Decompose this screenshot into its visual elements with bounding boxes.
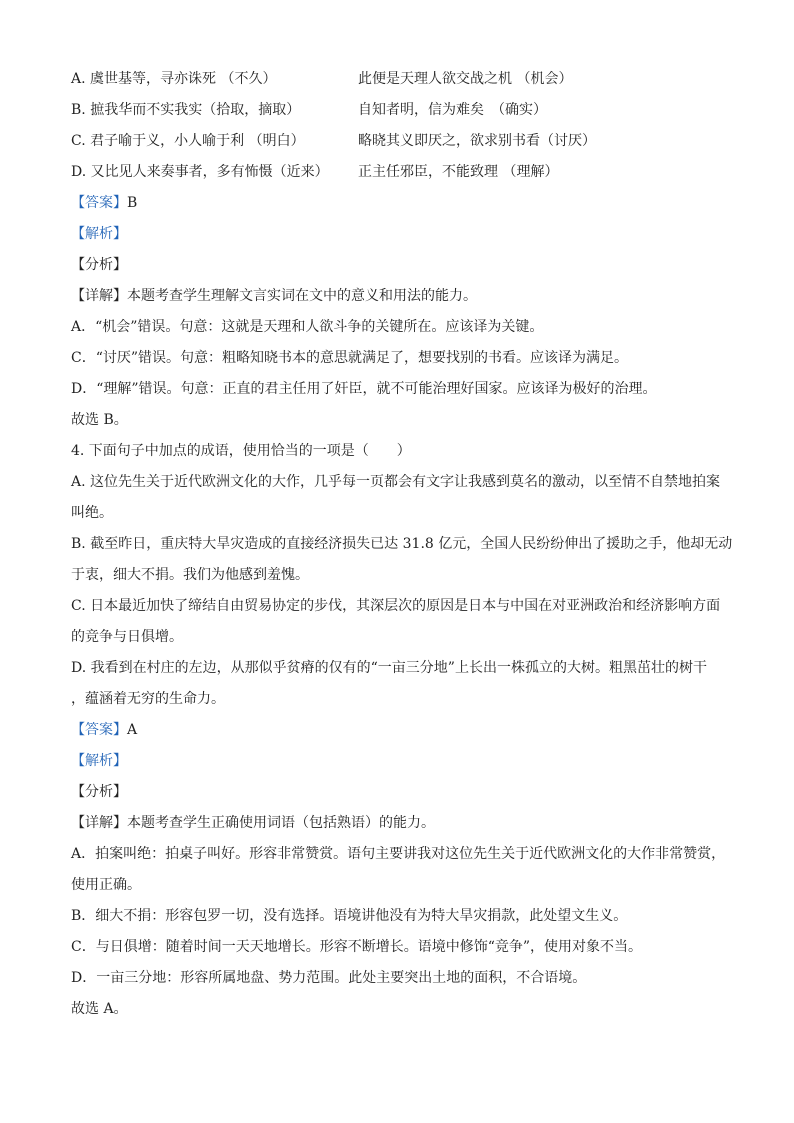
q4-answer [71,715,794,746]
q3-option-b-right: 自知者明，信为难矣 （确实） [358,102,547,118]
q4-option-b [71,529,794,591]
q3-detail [71,281,794,312]
detail-tag: 【详解】 [71,288,127,304]
q3-explanation-a: A．“机会”错误。句意：这就是天理和人欲斗争的关键所在。应该译为关键。 [71,319,544,335]
q4-option-a-line2: 叫绝。 [71,505,113,521]
q3-jiexi [71,219,794,250]
q4-detail [71,808,794,839]
q3-option-b-left: B. 摭我华而不实我实（拾取，摘取） [71,102,301,118]
q4-stem: 4. 下面句子中加点的成语，使用恰当的一项是（ ） [71,443,411,459]
q4-explanation-b: B．细大不捐：形容包罗一切，没有选择。语境讲他没有为特大旱灾捐款，此处望文生义。 [71,908,628,924]
q4-fenxi [71,777,794,808]
fenxi-tag: 【分析】 [71,257,127,273]
q4-explanation-c: C．与日俱增：随着时间一天天地增长。形容不断增长。语境中修饰“竞争”，使用对象不当。 [71,939,643,955]
q3-option-d-left: D. 又比见人来奏事者，多有怖慑（近来） [71,164,329,180]
q4-option-a [71,467,794,529]
q3-option-c-left: C. 君子喻于义，小人喻于利 （明白） [71,133,305,149]
q3-option-a-left: A. 虞世基等，寻亦诛死 （不久） [71,71,277,87]
jiexi-tag: 【解析】 [71,226,127,242]
q4-option-c-line1: C. 日本最近加快了缔结自由贸易协定的步伐，其深层次的原因是日本与中国在对亚洲政治和经济影响方面 [71,598,721,614]
detail-tag: 【详解】 [71,815,127,831]
q3-option-d-right: 正主任邪臣，不能致理 （理解） [358,164,559,180]
q3-fenxi [71,250,794,281]
q4-jiexi [71,746,794,777]
q3-option-a-right: 此便是天理人欲交战之机 （机会） [358,71,573,87]
q4-option-c-line2: 的竞争与日俱增。 [71,629,183,645]
answer-value: A [127,722,138,738]
q4-option-d-line2: ，蕴涵着无穷的生命力。 [71,691,225,707]
fenxi-tag: 【分析】 [71,784,127,800]
q3-answer [71,188,794,219]
q4-option-b-line1: B. 截至昨日，重庆特大旱灾造成的直接经济损失已达 31.8 亿元，全国人民纷纷伸出了援助之手，他却无动 [71,536,733,552]
q4-explanation-a [71,839,794,901]
detail-text: 本题考查学生正确使用词语（包括熟语）的能力。 [127,815,435,831]
q3-conclusion: 故选 B。 [71,412,128,428]
q3-option-d [71,157,794,188]
q4-explanation-d: D．一亩三分地：形容所属地盘、势力范围。此处主要突出土地的面积，不合语境。 [71,970,587,986]
q3-explanation-c: C．“讨厌”错误。句意：粗略知晓书本的意思就满足了，想要找别的书看。应该译为满足。 [71,350,629,366]
q4-option-a-line1: A. 这位先生关于近代欧洲文化的大作，几乎每一页都会有文字让我感到莫名的激动，以至情不自禁地拍案 [71,474,721,490]
q3-explanation-d: D．“理解”错误。句意：正直的君主任用了奸臣，就不可能治理好国家。应该译为极好的治理。 [71,381,657,397]
q4-option-d [71,653,794,715]
detail-text: 本题考查学生理解文言实词在文中的意义和用法的能力。 [127,288,477,304]
q3-option-a [71,64,794,95]
q3-option-c [71,126,794,157]
q3-option-c-right: 略晓其义即厌之，欲求别书看（讨厌） [358,133,596,149]
q4-explanation-a-line1: A．拍案叫绝：拍桌子叫好。形容非常赞赏。语句主要讲我对这位先生关于近代欧洲文化的大作非常赞赏， [71,846,726,862]
q4-conclusion: 故选 A。 [71,1001,128,1017]
answer-tag: 【答案】 [71,195,127,211]
answer-tag: 【答案】 [71,722,127,738]
q4-explanation-a-line2: 使用正确。 [71,877,141,893]
q4-option-b-line2: 于衷，细大不捐。我们为他感到羞愧。 [71,567,309,583]
q4-option-c [71,591,794,653]
jiexi-tag: 【解析】 [71,753,127,769]
answer-value: B [127,195,138,211]
q3-option-b [71,95,794,126]
q4-option-d-line1: D. 我看到在村庄的左边，从那似乎贫瘠的仅有的“一亩三分地”上长出一株孤立的大树。粗黑茁壮的树干 [71,660,707,676]
